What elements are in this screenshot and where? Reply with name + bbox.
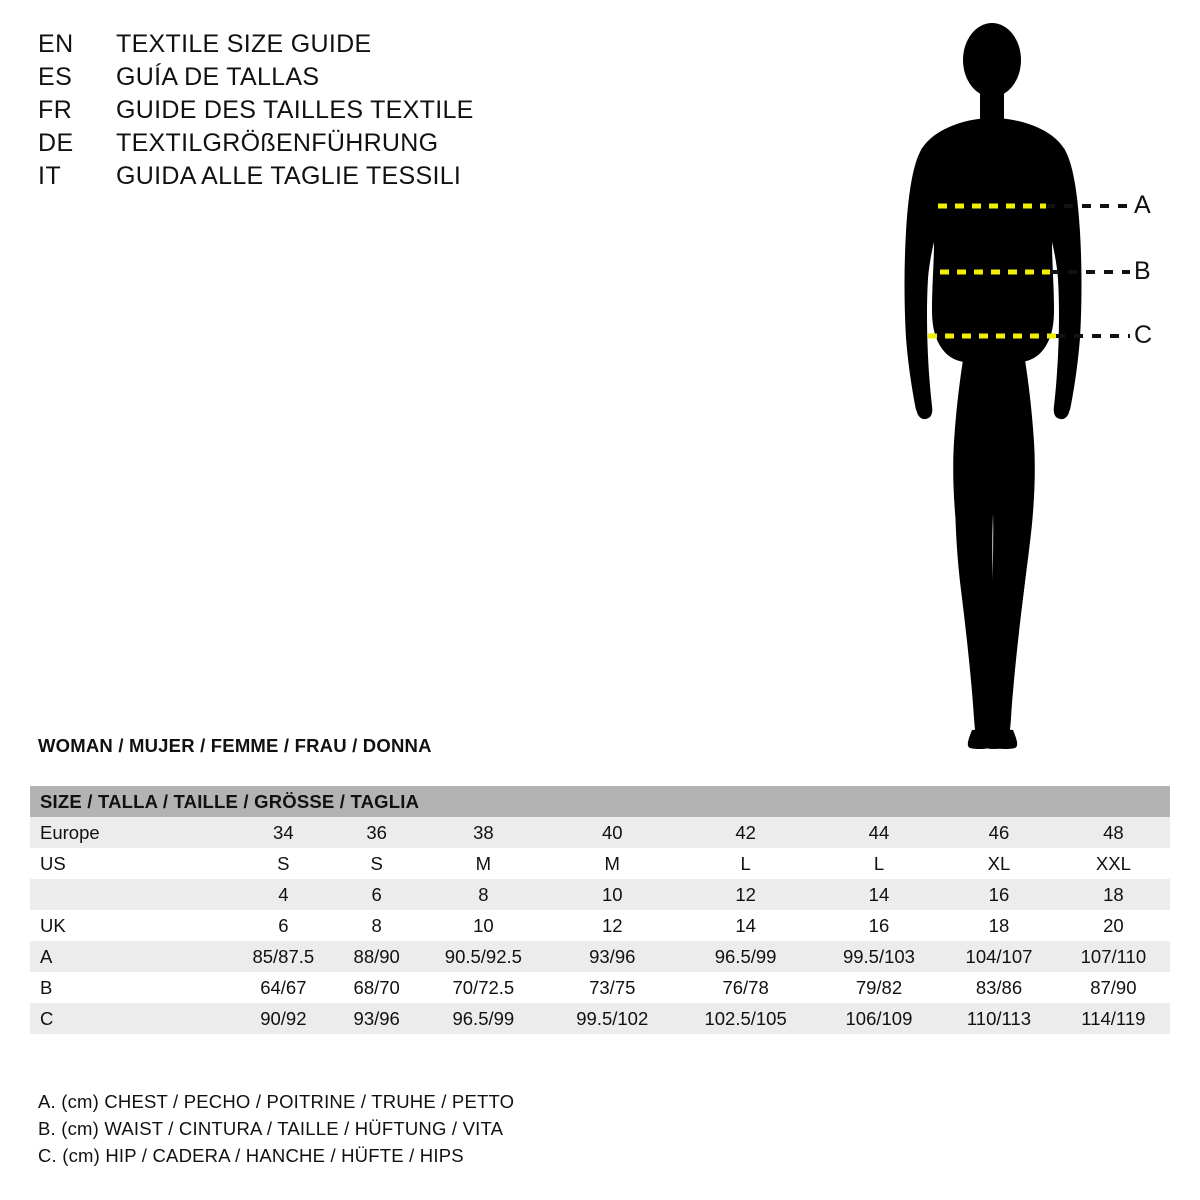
table-cell: M <box>417 848 550 879</box>
table-cell: 16 <box>941 879 1057 910</box>
table-cell: 90.5/92.5 <box>417 941 550 972</box>
table-row <box>30 879 1170 910</box>
table-cell: 96.5/99 <box>417 1003 550 1034</box>
table-cell: S <box>230 848 337 879</box>
language-title: GUIDA ALLE TAGLIE TESSILI <box>116 162 462 190</box>
table-row <box>30 941 1170 972</box>
language-code: ES <box>38 63 73 91</box>
legend-item-waist: B. (cm) WAIST / CINTURA / TAILLE / HÜFTUNG / VITA <box>38 1118 504 1139</box>
row-label: UK <box>30 910 230 941</box>
table-cell: 46 <box>941 817 1057 848</box>
table-cell: 83/86 <box>941 972 1057 1003</box>
language-row <box>38 129 598 162</box>
legend-item-chest: A. (cm) CHEST / PECHO / POITRINE / TRUHE / PETTO <box>38 1091 515 1112</box>
language-title: GUIDE DES TAILLES TEXTILE <box>116 96 474 124</box>
table-cell: 38 <box>417 817 550 848</box>
table-cell: 34 <box>230 817 337 848</box>
table-cell: 110/113 <box>941 1003 1057 1034</box>
table-cell: 87/90 <box>1057 972 1170 1003</box>
language-code: IT <box>38 162 62 190</box>
row-label <box>30 879 230 910</box>
table-cell: 102.5/105 <box>674 1003 816 1034</box>
table-cell: XL <box>941 848 1057 879</box>
language-row <box>38 30 598 63</box>
table-cell: 93/96 <box>337 1003 417 1034</box>
language-code: DE <box>38 129 74 157</box>
table-cell: 20 <box>1057 910 1170 941</box>
table-cell: 10 <box>417 910 550 941</box>
language-title: TEXTILGRÖßENFÜHRUNG <box>116 129 439 157</box>
table-cell: 64/67 <box>230 972 337 1003</box>
table-row <box>30 972 1170 1003</box>
table-cell: 42 <box>674 817 816 848</box>
table-cell: 96.5/99 <box>674 941 816 972</box>
marker-label-b: B <box>1134 257 1151 285</box>
language-row <box>38 162 598 195</box>
table-cell: M <box>550 848 674 879</box>
table-cell: L <box>674 848 816 879</box>
table-cell: 99.5/103 <box>817 941 941 972</box>
table-cell: 76/78 <box>674 972 816 1003</box>
table-cell: S <box>337 848 417 879</box>
table-cell: 4 <box>230 879 337 910</box>
table-row <box>30 910 1170 941</box>
table-cell: 10 <box>550 879 674 910</box>
table-header-label: SIZE / TALLA / TAILLE / GRÖSSE / TAGLIA <box>30 786 1170 817</box>
size-table <box>30 786 1170 1034</box>
table-cell: 68/70 <box>337 972 417 1003</box>
table-cell: 12 <box>674 879 816 910</box>
table-caption: WOMAN / MUJER / FEMME / FRAU / DONNA <box>38 735 432 756</box>
table-cell: 88/90 <box>337 941 417 972</box>
table-cell: 114/119 <box>1057 1003 1170 1034</box>
table-cell: XXL <box>1057 848 1170 879</box>
row-label: B <box>30 972 230 1003</box>
table-cell: 99.5/102 <box>550 1003 674 1034</box>
table-cell: 44 <box>817 817 941 848</box>
table-cell: 40 <box>550 817 674 848</box>
table-cell: 85/87.5 <box>230 941 337 972</box>
table-cell: 107/110 <box>1057 941 1170 972</box>
table-cell: 8 <box>417 879 550 910</box>
table-cell: 16 <box>817 910 941 941</box>
table-cell: 36 <box>337 817 417 848</box>
marker-label-c: C <box>1134 321 1153 349</box>
row-label: C <box>30 1003 230 1034</box>
table-row <box>30 817 1170 848</box>
table-cell: 90/92 <box>230 1003 337 1034</box>
language-title-list <box>38 30 598 195</box>
table-cell: 14 <box>817 879 941 910</box>
language-title: GUÍA DE TALLAS <box>116 63 320 91</box>
language-row <box>38 96 598 129</box>
language-row <box>38 63 598 96</box>
body-measurement-figure <box>860 18 1180 758</box>
table-cell: 70/72.5 <box>417 972 550 1003</box>
table-cell: L <box>817 848 941 879</box>
table-header-row <box>30 786 1170 817</box>
row-label: Europe <box>30 817 230 848</box>
marker-label-a: A <box>1134 191 1151 219</box>
language-title: TEXTILE SIZE GUIDE <box>116 30 372 58</box>
table-cell: 104/107 <box>941 941 1057 972</box>
table-cell: 12 <box>550 910 674 941</box>
table-cell: 73/75 <box>550 972 674 1003</box>
table-cell: 18 <box>1057 879 1170 910</box>
female-silhouette-icon <box>860 18 1180 758</box>
row-label: US <box>30 848 230 879</box>
table-row <box>30 1003 1170 1034</box>
measurement-legend <box>38 1088 514 1169</box>
language-code: FR <box>38 96 73 124</box>
legend-item-hip: C. (cm) HIP / CADERA / HANCHE / HÜFTE / HIPS <box>38 1145 464 1166</box>
table-cell: 106/109 <box>817 1003 941 1034</box>
table-cell: 48 <box>1057 817 1170 848</box>
table-cell: 14 <box>674 910 816 941</box>
table-row <box>30 848 1170 879</box>
table-cell: 79/82 <box>817 972 941 1003</box>
row-label: A <box>30 941 230 972</box>
table-cell: 6 <box>230 910 337 941</box>
table-cell: 93/96 <box>550 941 674 972</box>
table-cell: 6 <box>337 879 417 910</box>
table-cell: 18 <box>941 910 1057 941</box>
table-cell: 8 <box>337 910 417 941</box>
language-code: EN <box>38 30 74 58</box>
